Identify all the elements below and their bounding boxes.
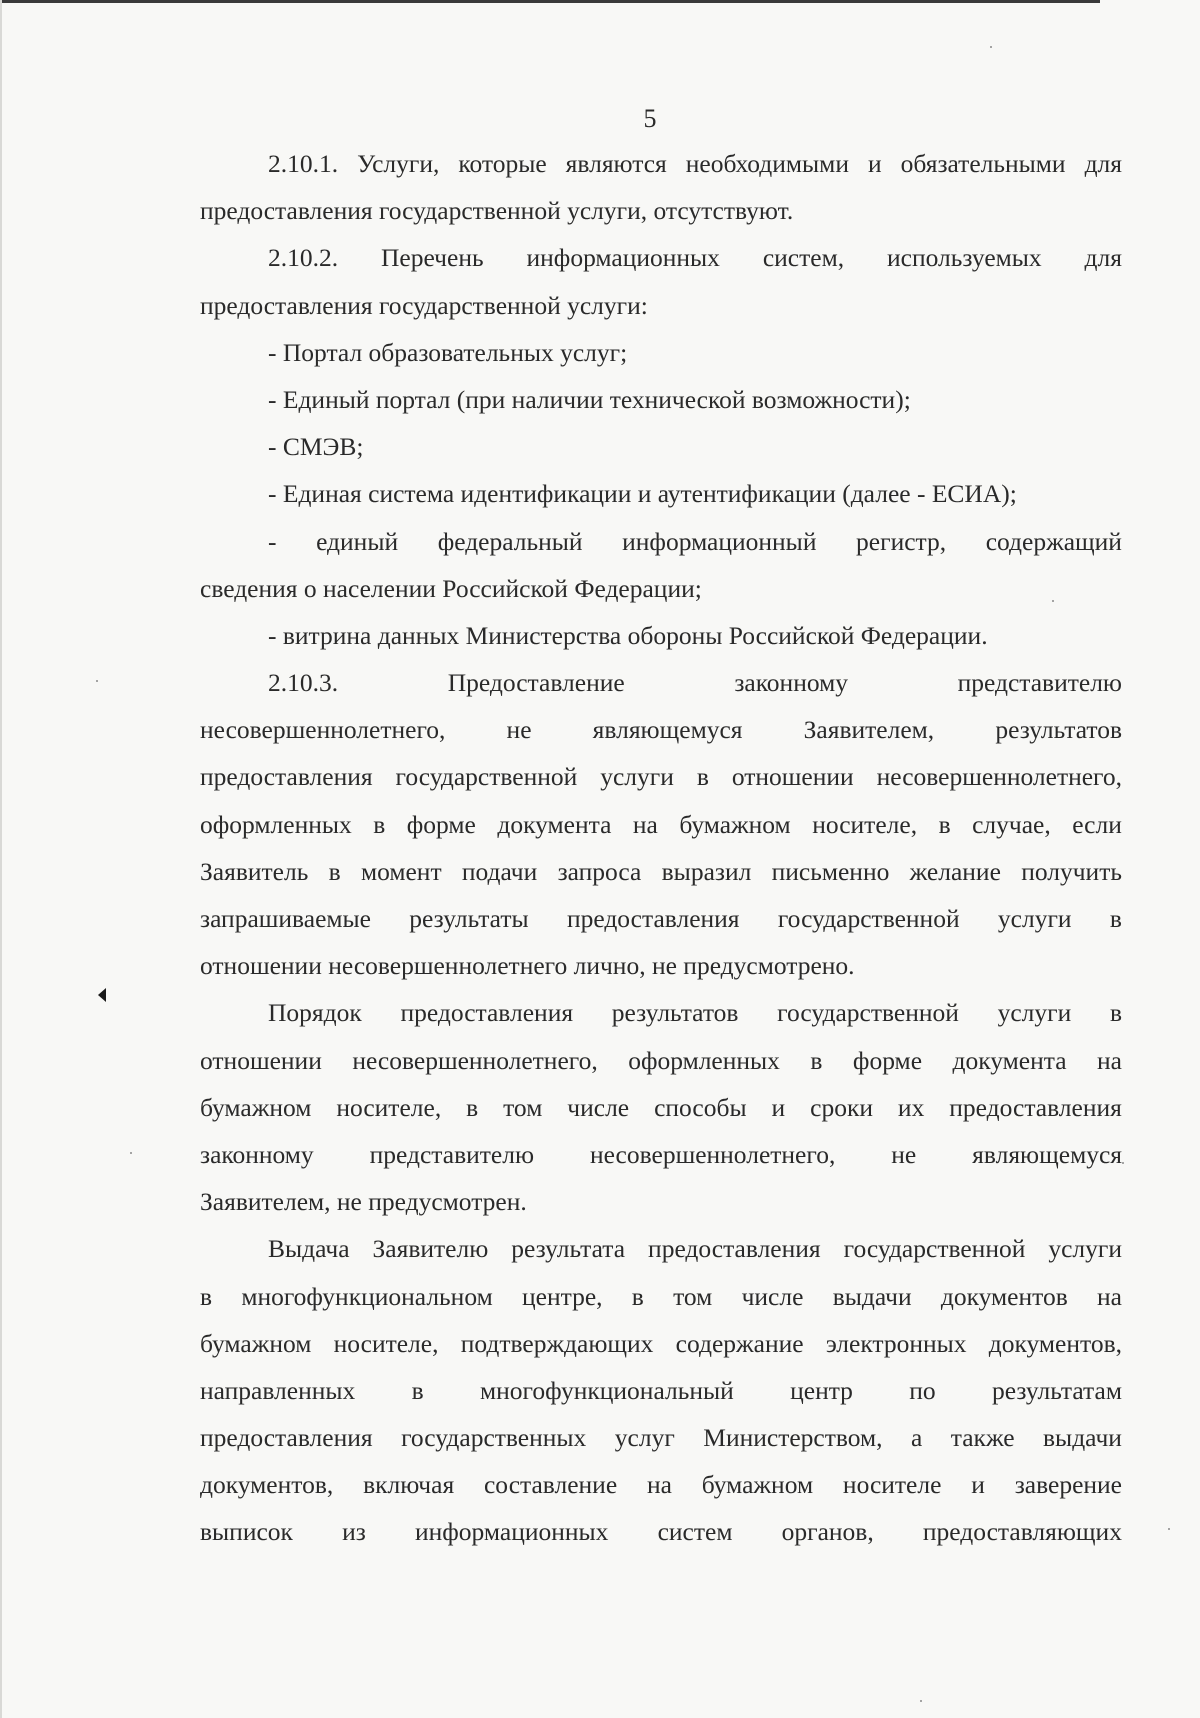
word: представителю — [369, 1139, 534, 1169]
word: носителе, — [812, 809, 918, 839]
text-line: сведения о населении Российской Федерации; — [200, 573, 702, 603]
margin-arrow-icon — [98, 988, 106, 1002]
text-line — [200, 1461, 1122, 1508]
word: носителе, — [333, 1328, 439, 1358]
word: бумажном — [200, 1328, 312, 1358]
text-line — [200, 659, 1122, 706]
word: являются — [565, 149, 667, 178]
word: числе — [567, 1092, 630, 1122]
scan-speck — [130, 1152, 132, 1154]
word: случае, — [972, 809, 1051, 839]
word: предоставления — [648, 1234, 821, 1264]
word: необходимыми — [685, 149, 849, 178]
word: на — [1097, 1045, 1122, 1075]
word: в — [411, 1375, 424, 1405]
word: содержащий — [985, 526, 1122, 556]
word: законному — [200, 1139, 314, 1169]
word: форме — [406, 809, 476, 839]
word: Услуги, — [357, 149, 440, 178]
text-line — [200, 1131, 1122, 1178]
word: на — [646, 1470, 672, 1500]
document-body — [200, 140, 1122, 1556]
word: бумажном — [701, 1470, 814, 1500]
word: используемых — [886, 243, 1042, 273]
word: для — [1084, 149, 1122, 178]
word: государственных — [401, 1423, 587, 1453]
word: Заявителем, — [803, 715, 935, 745]
word: несовершеннолетнего, — [200, 715, 446, 745]
word: государственной — [777, 904, 960, 933]
word: многофункциональном — [241, 1281, 493, 1311]
scan-speck — [920, 1700, 922, 1702]
word: электронных — [825, 1328, 967, 1358]
list-item: - Портал образовательных услуг; — [268, 337, 628, 367]
word: желание — [909, 856, 1001, 886]
text-line — [200, 801, 1122, 848]
word: в — [200, 1281, 213, 1311]
word: являющемуся — [972, 1139, 1122, 1169]
text-line — [200, 1508, 1122, 1555]
word: обязательными — [900, 149, 1066, 178]
word: результатов — [995, 715, 1122, 745]
word: Перечень — [381, 243, 484, 273]
list-item — [200, 518, 1122, 565]
word: если — [1072, 809, 1122, 839]
text-line: предоставления государственной услуги: — [200, 290, 648, 320]
word: систем — [657, 1517, 733, 1547]
word: предоставляющих — [922, 1517, 1122, 1547]
word: являющемуся — [592, 715, 743, 745]
text-line — [200, 140, 1122, 187]
word: услуги — [997, 998, 1072, 1028]
text-line — [200, 1414, 1122, 1461]
word: предоставления — [400, 998, 574, 1028]
word: результатам — [992, 1375, 1122, 1405]
word: законному — [734, 668, 848, 698]
word: 2.10.1. — [268, 149, 339, 178]
word: заверение — [1014, 1470, 1122, 1500]
word: Выдача — [268, 1234, 350, 1264]
word: регистр, — [856, 526, 947, 556]
scan-speck — [96, 680, 98, 682]
word: запрашиваемые — [200, 904, 371, 933]
list-item: - Единая система идентификации и аутентификации (далее - ЕСИА); — [268, 479, 1017, 509]
word: 2.10.2. — [268, 243, 339, 273]
text-line — [200, 1273, 1122, 1320]
word: оформленных — [200, 809, 352, 839]
word: не — [506, 715, 532, 745]
word: бумажном — [200, 1092, 312, 1122]
word: выдачи — [832, 1281, 912, 1311]
word: числе — [741, 1281, 804, 1311]
word: государственной — [843, 1234, 1026, 1264]
word: письменно — [771, 856, 890, 886]
word: в — [696, 762, 709, 792]
word: государственной — [395, 762, 578, 792]
word: несовершеннолетнего, — [876, 762, 1122, 792]
scan-speck — [1052, 600, 1054, 602]
text-line — [200, 234, 1122, 281]
word: несовершеннолетнего, — [589, 1139, 836, 1169]
word: центр — [790, 1375, 853, 1405]
word: систем, — [762, 243, 845, 273]
word: Заявителю — [372, 1234, 489, 1264]
word: на — [632, 809, 658, 839]
word: Предоставление — [447, 668, 625, 698]
word: единый — [316, 526, 399, 556]
word: также — [950, 1423, 1015, 1453]
word: подтверждающих — [460, 1328, 654, 1358]
word: представителю — [957, 668, 1122, 698]
list-item: - СМЭВ; — [268, 432, 364, 462]
text-line — [200, 1225, 1122, 1272]
text-line — [200, 1037, 1122, 1084]
word: в — [631, 1281, 644, 1311]
word: многофункциональный — [479, 1375, 734, 1405]
word: в — [1109, 904, 1122, 933]
word: которые — [458, 149, 547, 178]
word: предоставления — [949, 1092, 1122, 1122]
word: получить — [1021, 856, 1122, 886]
text-line — [200, 1367, 1122, 1414]
word: направленных — [200, 1375, 356, 1405]
word: информационных — [526, 243, 720, 273]
word: федеральный — [437, 526, 583, 556]
word: в — [938, 809, 951, 839]
scan-speck — [990, 46, 992, 48]
text-line — [200, 1320, 1122, 1367]
word: для — [1084, 243, 1122, 273]
word: и — [867, 149, 882, 178]
word: а — [910, 1423, 923, 1453]
list-item: - Единый портал (при наличии технической возможности); — [268, 384, 911, 414]
text-line — [200, 848, 1122, 895]
page-number: 5 — [643, 104, 657, 133]
word: предоставления — [200, 1423, 373, 1453]
scan-speck — [1122, 1162, 1124, 1164]
word: носителе — [842, 1470, 942, 1500]
word: их — [897, 1092, 925, 1122]
text-line — [200, 989, 1122, 1036]
word: информационных — [414, 1517, 609, 1547]
word: центре, — [522, 1281, 603, 1311]
scan-speck — [1168, 1528, 1170, 1530]
word: Министерством, — [703, 1423, 883, 1453]
word: результата — [511, 1234, 626, 1264]
word: документов, — [200, 1470, 334, 1500]
top-scan-border — [0, 0, 1100, 3]
word: Заявитель — [200, 856, 309, 886]
word: отношении — [200, 1045, 322, 1075]
word: - — [268, 526, 277, 556]
word: составление — [483, 1470, 618, 1500]
word: в — [466, 1092, 479, 1122]
word: на — [1097, 1281, 1122, 1311]
word: содержание — [675, 1328, 804, 1358]
word: сроки — [810, 1092, 873, 1122]
word: момент — [360, 856, 442, 886]
word: органов, — [781, 1517, 874, 1547]
word: документов — [940, 1281, 1068, 1311]
word: услуги — [1048, 1234, 1122, 1264]
word: и — [971, 1470, 985, 1500]
word: том — [503, 1092, 543, 1122]
text-line — [200, 706, 1122, 753]
word: результаты — [409, 904, 529, 933]
word: носителе, — [336, 1092, 442, 1122]
text-line — [200, 1084, 1122, 1131]
word: и — [771, 1092, 786, 1122]
word: государственной — [777, 998, 959, 1028]
word: предоставления — [200, 762, 373, 792]
word: услуги — [997, 904, 1072, 933]
word: результатов — [611, 998, 739, 1028]
text-line: Заявителем, не предусмотрен. — [200, 1187, 527, 1217]
word: способы — [654, 1092, 747, 1122]
text-line — [200, 753, 1122, 800]
word: в — [810, 1045, 823, 1075]
text-line — [200, 895, 1122, 942]
word: запроса — [557, 856, 642, 886]
word: предоставления — [566, 904, 740, 933]
word: оформленных — [628, 1045, 780, 1075]
list-item: - витрина данных Министерства обороны Российской Федерации. — [268, 620, 988, 650]
word: отношении — [731, 762, 854, 792]
word: бумажном — [679, 809, 791, 839]
word: из — [342, 1517, 366, 1547]
word: услуг — [614, 1423, 675, 1453]
word: выразил — [661, 856, 752, 886]
word: в — [328, 856, 341, 886]
text-line: предоставления государственной услуги, отсутствуют. — [200, 196, 794, 226]
word: выдачи — [1043, 1423, 1122, 1453]
text-line: отношении несовершеннолетнего лично, не предусмотрено. — [200, 951, 855, 981]
word: несовершеннолетнего, — [352, 1045, 598, 1075]
word: в — [1109, 998, 1122, 1028]
word: Порядок — [268, 998, 362, 1028]
word: документа — [497, 809, 612, 839]
word: информационный — [622, 526, 817, 556]
left-scan-border — [0, 0, 2, 1718]
word: включая — [363, 1470, 455, 1500]
word: выписок — [200, 1517, 293, 1547]
word: документов, — [988, 1328, 1122, 1358]
word: по — [909, 1375, 936, 1405]
word: в — [373, 809, 386, 839]
word: документа — [952, 1045, 1067, 1075]
word: форме — [852, 1045, 923, 1075]
word: услуги — [600, 762, 674, 792]
word: 2.10.3. — [268, 668, 339, 698]
word: подачи — [461, 856, 538, 886]
word: не — [891, 1139, 917, 1169]
word: том — [673, 1281, 713, 1311]
